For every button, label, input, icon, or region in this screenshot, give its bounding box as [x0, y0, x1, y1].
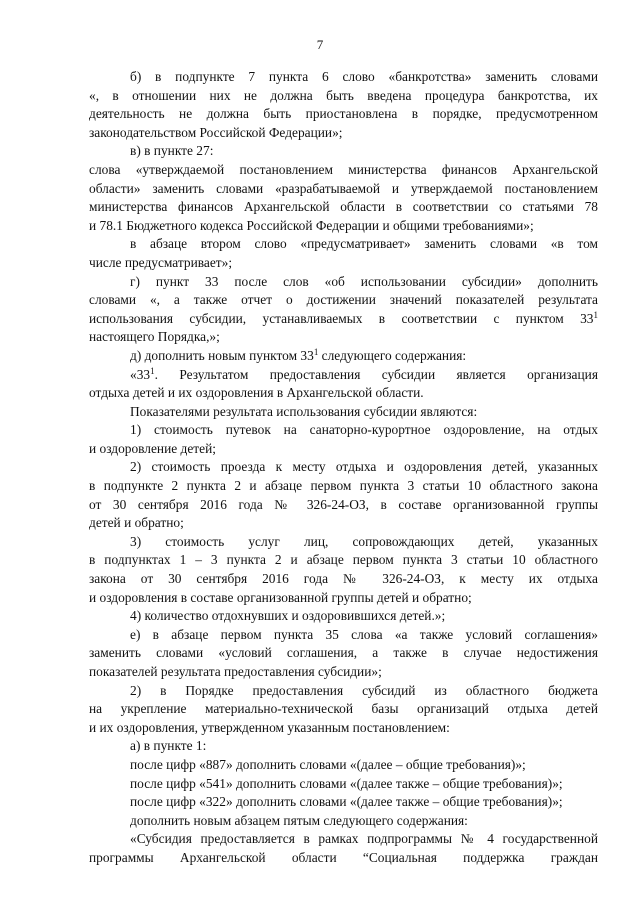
text-line	[89, 644, 598, 663]
text-line	[89, 68, 598, 87]
text-line	[89, 626, 598, 645]
text-line	[89, 756, 598, 775]
line-text: показателей результата предоставления субсидии»;	[89, 664, 382, 679]
text-line	[89, 440, 598, 459]
text-line	[89, 403, 598, 422]
line-text: 2) стоимость проезда к месту отдыха и оздоровления детей, указанных	[130, 459, 598, 475]
text-line	[89, 87, 598, 106]
line-text: и оздоровление детей;	[89, 440, 216, 456]
text-line	[89, 384, 598, 403]
line-text: 4) количество отдохнувших и оздоровившихся детей.»;	[130, 608, 446, 624]
superscript: 1	[593, 309, 598, 320]
line-text: 1) стоимость путевок на санаторно-курортное оздоровление, на отдых	[130, 422, 598, 438]
text-line	[89, 775, 598, 794]
text-line	[89, 161, 598, 180]
text-line	[89, 142, 598, 161]
text-line	[89, 366, 598, 385]
line-text: 2) в Порядке предоставления субсидий из областного бюджета	[130, 682, 598, 698]
line-text: числе предусматривает»;	[89, 254, 233, 270]
text-line	[89, 291, 598, 310]
text-line	[89, 458, 598, 477]
text-line	[89, 570, 598, 589]
line-text: 3) стоимость услуг лиц, сопровождающих детей, указанных	[130, 533, 598, 549]
text-line	[89, 793, 598, 812]
line-text: в) в пункте 27:	[130, 143, 214, 159]
text-line	[89, 421, 598, 440]
line-text: заменить словами «условий соглашения, а также в случае недостижения	[89, 645, 598, 661]
text-line	[89, 719, 598, 738]
text-line	[89, 663, 598, 682]
text-line	[89, 849, 598, 868]
line-text: в подпункте 2 пункта 2 и абзаце первом пункта 3 статьи 10 областного закона	[89, 478, 598, 494]
line-text: использования субсидии, устанавливаемых в соответствии с пунктом 33	[89, 310, 594, 326]
line-text: закона от 30 сентября 2016 года № 326-24-ОЗ, к месту их отдыха	[89, 571, 598, 587]
line-text: в абзаце втором слово «предусматривает» заменить словами «в том	[130, 236, 598, 252]
superscript: 1	[313, 346, 319, 357]
line-text: в подпунктах 1 – 3 пункта 2 и абзаце первом пункта 3 статьи 10 областного	[89, 552, 598, 568]
text-line	[89, 830, 598, 849]
line-text: отдыха детей и их оздоровления в Архангельской области.	[89, 385, 424, 401]
line-text: «, в отношении них не должна быть введена процедура банкротства, их	[89, 87, 598, 103]
text-line	[89, 551, 598, 570]
text-line	[89, 533, 598, 552]
text-line	[89, 477, 598, 496]
line-text: д) дополнить новым пунктом 33	[130, 347, 314, 363]
line-text: и их оздоровления, утвержденном указанным постановлением:	[89, 719, 450, 735]
line-text: области» заменить словами «разрабатываемой и утверждаемой постановлением	[89, 180, 598, 196]
line-text: детей и обратно;	[89, 515, 184, 531]
line-text: дополнить новым абзацем пятым следующего содержания:	[130, 812, 468, 828]
text-line	[89, 700, 598, 719]
text-line	[89, 254, 598, 273]
text-line	[89, 607, 598, 626]
line-text: и 78.1 Бюджетного кодекса Российской Федерации и общими требованиями»;	[89, 217, 534, 233]
line-text: слова «утверждаемой постановлением министерства финансов Архангельской	[89, 161, 598, 177]
text-line	[89, 589, 598, 608]
line-text: деятельность не должна быть приостановлена в порядке, предусмотренном	[89, 106, 598, 122]
text-line	[89, 496, 598, 515]
line-text: настоящего Порядка,»;	[89, 329, 220, 345]
line-text: е) в абзаце первом пункта 35 слова «а также условий соглашения»	[130, 626, 598, 642]
text-line	[89, 514, 598, 533]
text-line	[89, 812, 598, 831]
text-line	[89, 310, 598, 329]
text-line	[89, 737, 598, 756]
line-text: словами «, а также отчет о достижении значений показателей результата	[89, 292, 598, 308]
document-body	[89, 68, 598, 868]
text-line	[89, 273, 598, 292]
line-text: б) в подпункте 7 пункта 6 слово «банкротства» заменить словами	[130, 69, 598, 84]
page-number: 7	[316, 37, 324, 52]
superscript: 1	[150, 365, 155, 376]
line-text: программы Архангельской области “Социальная поддержка граждан	[89, 849, 598, 865]
line-text: от 30 сентября 2016 года № 326-24-ОЗ, в составе организованной группы	[89, 496, 598, 512]
line-text: и оздоровления в составе организованной группы детей и обратно;	[89, 589, 472, 605]
line-text: Показателями результата использования субсидии являются:	[130, 403, 478, 419]
text-line	[89, 235, 598, 254]
line-text: после цифр «887» дополнить словами «(далее – общие требования)»;	[130, 756, 526, 772]
line-text: после цифр «322» дополнить словами «(далее также – общие требования)»;	[130, 794, 563, 810]
text-line	[89, 198, 598, 217]
line-text: г) пункт 33 после слов «об использовании субсидии» дополнить	[130, 273, 598, 289]
text-line	[89, 682, 598, 701]
line-text: на укрепление материально-технической базы организаций отдыха детей	[89, 701, 598, 717]
line-text: «33	[130, 366, 151, 382]
line-text: а) в пункте 1:	[130, 738, 207, 754]
text-line	[89, 124, 598, 143]
line-text: законодательством Российской Федерации»;	[89, 124, 343, 140]
line-text: после цифр «541» дополнить словами «(далее также – общие требования)»;	[130, 775, 563, 791]
text-line	[89, 180, 598, 199]
line-text-tail: . Результатом предоставления субсидии является организация	[154, 366, 598, 382]
text-line	[89, 105, 598, 124]
text-line	[89, 328, 598, 347]
text-line	[89, 347, 598, 366]
text-line	[89, 217, 598, 236]
line-text: министерства финансов Архангельской области в соответствии со статьями 78	[89, 199, 598, 215]
line-text: «Субсидия предоставляется в рамках подпрограммы № 4 государственной	[130, 831, 598, 847]
line-text-tail: следующего содержания:	[318, 347, 467, 363]
